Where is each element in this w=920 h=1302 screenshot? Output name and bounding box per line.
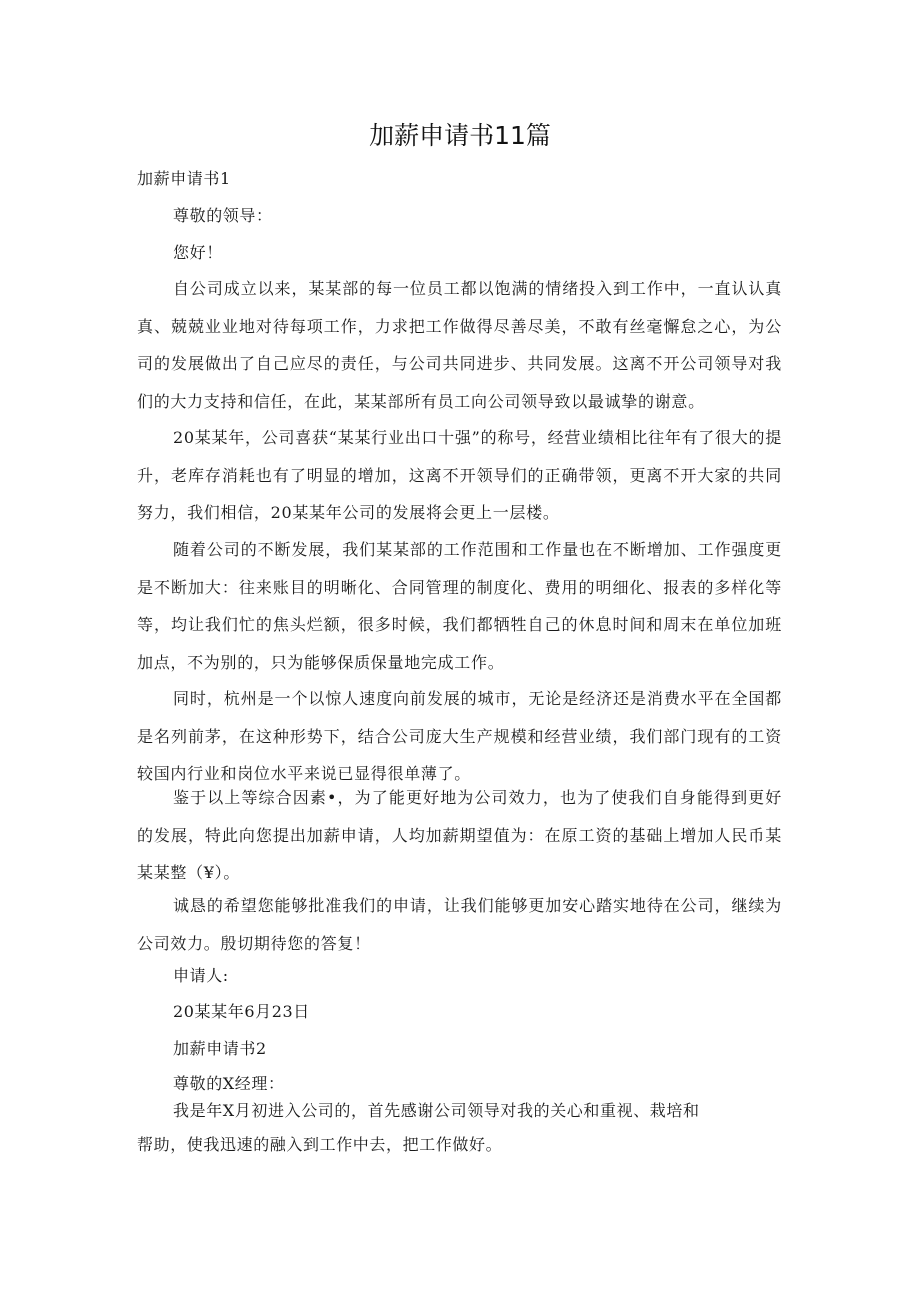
letter1-paragraph-1: 自公司成立以来，某某部的每一位员工都以饱满的情绪投入到工作中，一直认认真真、兢兢业业地对待每项工作，力求把工作做得尽善尽美，不敢有丝毫懈怠之心，为公司的发展做出了自己应尽的责任，与公司共同进步、共同发展。这离不开公司领导对我们的大力支持和信任，在此，某某部所有员工向公司领导致以最诚挚的谢意。 bbox=[137, 279, 782, 411]
letter1-date: 20某某年6月23日 bbox=[173, 1002, 310, 1021]
letter2-heading: 加薪申请书2 bbox=[173, 1039, 267, 1058]
letter1-paragraph-3: 随着公司的不断发展，我们某某部的工作范围和工作量也在不断增加、工作强度更是不断加大：往来账目的明晰化、合同管理的制度化、费用的明细化、报表的多样化等等，均让我们忙的焦头烂额，很多时候，我们都牺牲自己的休息时间和周末在单位加班加点，不为别的，只为能够保质保量地完成工作。 bbox=[137, 540, 782, 672]
letter1-greeting: 您好！ bbox=[173, 243, 223, 262]
letter2-line-1: 我是年X月初进入公司的，首先感谢公司领导对我的关心和重视、栽培和 bbox=[173, 1101, 700, 1120]
letter1-paragraph-2: 20某某年，公司喜获“某某行业出口十强”的称号，经营业绩相比往年有了很大的提升，老库存消耗也有了明显的增加，这离不开领导们的正确带领，更离不开大家的共同努力，我们相信，20某某年公司的发展将会更上一层楼。 bbox=[137, 428, 782, 523]
letter1-paragraph-6: 诚恳的希望您能够批准我们的申请，让我们能够更加安心踏实地待在公司，继续为公司效力。殷切期待您的答复！ bbox=[137, 896, 782, 953]
document-title: 加薪申请书11篇 bbox=[369, 121, 551, 150]
letter1-applicant: 申请人: bbox=[173, 966, 229, 985]
letter1-paragraph-5: 鉴于以上等综合因素•，为了能更好地为公司效力，也为了使我们自身能得到更好的发展，特此向您提出加薪申请，人均加薪期望值为：在原工资的基础上增加人民币某某某整（¥）。 bbox=[137, 788, 782, 883]
letter1-heading: 加薪申请书1 bbox=[137, 169, 231, 188]
letter1-paragraph-4: 同时，杭州是一个以惊人速度向前发展的城市，无论是经济还是消费水平在全国都是名列前茅，在这种形势下，结合公司庞大生产规模和经营业绩，我们部门现有的工资较国内行业和岗位水平来说已显得很单薄了。 bbox=[137, 689, 782, 784]
letter2-salutation: 尊敬的X经理： bbox=[173, 1074, 285, 1093]
letter2-line-2: 帮助，使我迅速的融入到工作中去，把工作做好。 bbox=[137, 1135, 503, 1154]
letter1-salutation: 尊敬的领导： bbox=[173, 206, 273, 225]
